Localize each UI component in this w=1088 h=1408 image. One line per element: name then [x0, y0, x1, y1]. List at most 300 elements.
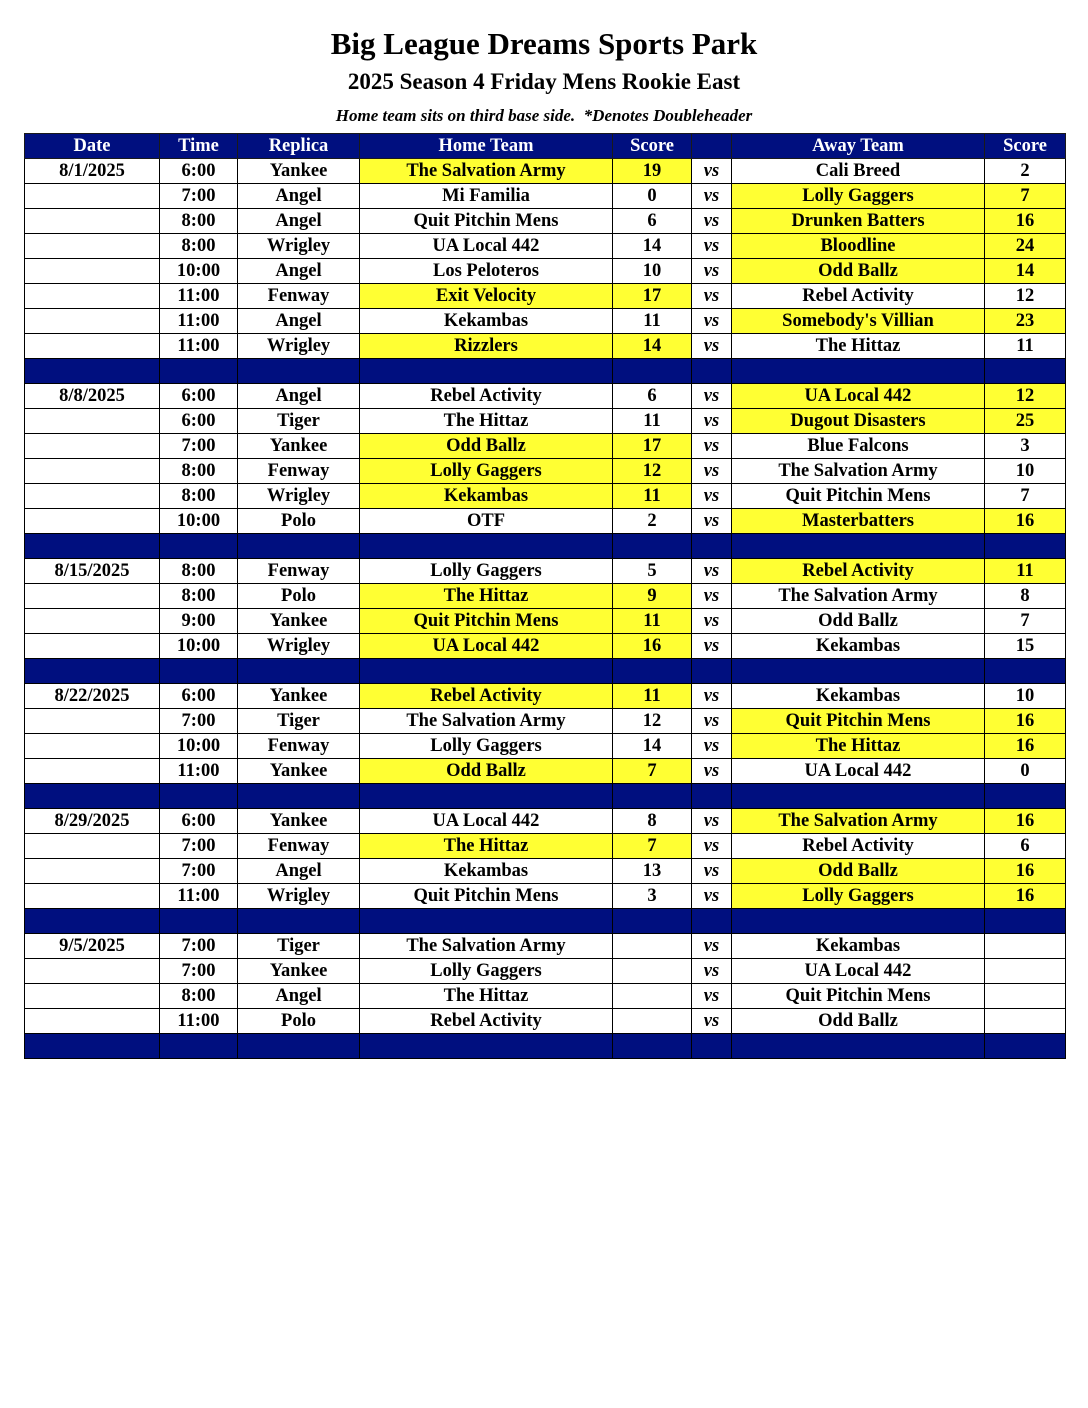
- separator-cell: [360, 359, 613, 384]
- home-team: Lolly Gaggers: [360, 459, 613, 484]
- game-time: 7:00: [160, 959, 238, 984]
- away-team: Lolly Gaggers: [732, 184, 985, 209]
- vs-label: vs: [692, 1009, 732, 1034]
- home-team: The Hittaz: [360, 584, 613, 609]
- game-time: 7:00: [160, 434, 238, 459]
- game-date: [25, 184, 160, 209]
- vs-label: vs: [692, 309, 732, 334]
- separator-cell: [25, 1034, 160, 1059]
- home-team: Lolly Gaggers: [360, 734, 613, 759]
- game-date: 8/29/2025: [25, 809, 160, 834]
- game-time: 6:00: [160, 684, 238, 709]
- separator-cell: [360, 784, 613, 809]
- away-score: 11: [985, 559, 1066, 584]
- home-team: UA Local 442: [360, 634, 613, 659]
- game-time: 8:00: [160, 584, 238, 609]
- vs-label: vs: [692, 209, 732, 234]
- away-team: Rebel Activity: [732, 834, 985, 859]
- game-replica: Yankee: [238, 809, 360, 834]
- game-row: [25, 584, 1066, 609]
- separator-cell: [613, 784, 692, 809]
- home-score: [613, 1009, 692, 1034]
- home-score: [613, 984, 692, 1009]
- home-team: Kekambas: [360, 484, 613, 509]
- game-date: [25, 984, 160, 1009]
- home-score: 11: [613, 684, 692, 709]
- home-team: Odd Ballz: [360, 434, 613, 459]
- game-date: 8/15/2025: [25, 559, 160, 584]
- game-replica: Wrigley: [238, 884, 360, 909]
- home-score: 11: [613, 309, 692, 334]
- away-score: [985, 1009, 1066, 1034]
- separator-cell: [238, 659, 360, 684]
- game-time: 10:00: [160, 734, 238, 759]
- separator-cell: [25, 659, 160, 684]
- home-team: Rizzlers: [360, 334, 613, 359]
- game-date: [25, 409, 160, 434]
- game-time: 6:00: [160, 159, 238, 184]
- game-row: [25, 284, 1066, 309]
- vs-label: vs: [692, 759, 732, 784]
- away-team: Quit Pitchin Mens: [732, 984, 985, 1009]
- game-row: [25, 459, 1066, 484]
- vs-label: vs: [692, 584, 732, 609]
- separator-cell: [360, 1034, 613, 1059]
- away-score: 16: [985, 709, 1066, 734]
- col-header-date: Date: [25, 134, 160, 159]
- game-replica: Polo: [238, 1009, 360, 1034]
- away-team: Kekambas: [732, 684, 985, 709]
- vs-label: vs: [692, 959, 732, 984]
- vs-label: vs: [692, 434, 732, 459]
- game-replica: Angel: [238, 259, 360, 284]
- separator-cell: [985, 359, 1066, 384]
- home-score: 19: [613, 159, 692, 184]
- separator-cell: [692, 1034, 732, 1059]
- away-score: [985, 959, 1066, 984]
- away-score: 3: [985, 434, 1066, 459]
- game-replica: Fenway: [238, 459, 360, 484]
- away-score: [985, 984, 1066, 1009]
- separator-cell: [238, 909, 360, 934]
- separator-cell: [985, 534, 1066, 559]
- home-team: Exit Velocity: [360, 284, 613, 309]
- away-team: Cali Breed: [732, 159, 985, 184]
- game-time: 8:00: [160, 459, 238, 484]
- game-time: 11:00: [160, 884, 238, 909]
- home-score: 13: [613, 859, 692, 884]
- home-score: 14: [613, 734, 692, 759]
- separator-cell: [25, 359, 160, 384]
- separator-cell: [160, 909, 238, 934]
- vs-label: vs: [692, 184, 732, 209]
- vs-label: vs: [692, 984, 732, 1009]
- game-replica: Wrigley: [238, 334, 360, 359]
- separator-cell: [160, 1034, 238, 1059]
- home-team: Rebel Activity: [360, 684, 613, 709]
- game-row: [25, 859, 1066, 884]
- away-team: UA Local 442: [732, 384, 985, 409]
- vs-label: vs: [692, 809, 732, 834]
- vs-label: vs: [692, 284, 732, 309]
- away-score: 7: [985, 184, 1066, 209]
- game-row: [25, 984, 1066, 1009]
- game-time: 8:00: [160, 484, 238, 509]
- away-score: 12: [985, 284, 1066, 309]
- home-team: UA Local 442: [360, 809, 613, 834]
- away-score: 10: [985, 459, 1066, 484]
- away-team: UA Local 442: [732, 759, 985, 784]
- vs-label: vs: [692, 634, 732, 659]
- away-score: 15: [985, 634, 1066, 659]
- game-date: [25, 459, 160, 484]
- home-score: 14: [613, 334, 692, 359]
- home-score: 12: [613, 459, 692, 484]
- away-team: Quit Pitchin Mens: [732, 484, 985, 509]
- game-time: 8:00: [160, 559, 238, 584]
- col-header-away-score: Score: [985, 134, 1066, 159]
- game-time: 11:00: [160, 759, 238, 784]
- home-team: The Salvation Army: [360, 709, 613, 734]
- separator-cell: [985, 909, 1066, 934]
- away-team: The Salvation Army: [732, 459, 985, 484]
- away-team: The Hittaz: [732, 334, 985, 359]
- separator-cell: [692, 359, 732, 384]
- game-date: [25, 209, 160, 234]
- game-row: [25, 209, 1066, 234]
- home-score: 16: [613, 634, 692, 659]
- header-row: [25, 134, 1066, 159]
- game-replica: Wrigley: [238, 484, 360, 509]
- week-separator-row: [25, 1034, 1066, 1059]
- away-team: Dugout Disasters: [732, 409, 985, 434]
- vs-label: vs: [692, 559, 732, 584]
- game-date: [25, 884, 160, 909]
- away-team: Quit Pitchin Mens: [732, 709, 985, 734]
- home-score: 17: [613, 434, 692, 459]
- game-replica: Fenway: [238, 284, 360, 309]
- game-time: 11:00: [160, 309, 238, 334]
- home-score: 0: [613, 184, 692, 209]
- game-time: 8:00: [160, 209, 238, 234]
- home-team: Lolly Gaggers: [360, 959, 613, 984]
- away-team: The Salvation Army: [732, 809, 985, 834]
- vs-label: vs: [692, 259, 732, 284]
- separator-cell: [360, 909, 613, 934]
- away-team: The Hittaz: [732, 734, 985, 759]
- away-score: 16: [985, 734, 1066, 759]
- home-score: 5: [613, 559, 692, 584]
- game-date: [25, 1009, 160, 1034]
- game-row: [25, 934, 1066, 959]
- away-score: 7: [985, 609, 1066, 634]
- home-score: 6: [613, 384, 692, 409]
- away-score: 7: [985, 484, 1066, 509]
- home-score: 11: [613, 484, 692, 509]
- away-score: [985, 934, 1066, 959]
- away-score: 25: [985, 409, 1066, 434]
- game-time: 7:00: [160, 934, 238, 959]
- game-date: [25, 334, 160, 359]
- home-score: [613, 934, 692, 959]
- home-team: Quit Pitchin Mens: [360, 609, 613, 634]
- week-separator-row: [25, 534, 1066, 559]
- game-date: 9/5/2025: [25, 934, 160, 959]
- game-time: 7:00: [160, 859, 238, 884]
- home-score: 3: [613, 884, 692, 909]
- game-replica: Fenway: [238, 734, 360, 759]
- home-score: 10: [613, 259, 692, 284]
- game-time: 6:00: [160, 809, 238, 834]
- game-replica: Tiger: [238, 709, 360, 734]
- game-row: [25, 234, 1066, 259]
- away-score: 24: [985, 234, 1066, 259]
- game-date: 8/22/2025: [25, 684, 160, 709]
- separator-cell: [613, 359, 692, 384]
- separator-cell: [613, 1034, 692, 1059]
- game-row: [25, 609, 1066, 634]
- separator-cell: [238, 534, 360, 559]
- game-time: 10:00: [160, 509, 238, 534]
- separator-cell: [732, 784, 985, 809]
- game-replica: Wrigley: [238, 234, 360, 259]
- separator-cell: [985, 659, 1066, 684]
- home-score: 14: [613, 234, 692, 259]
- game-date: [25, 734, 160, 759]
- game-time: 11:00: [160, 284, 238, 309]
- game-replica: Yankee: [238, 159, 360, 184]
- game-row: [25, 159, 1066, 184]
- separator-cell: [692, 534, 732, 559]
- separator-cell: [732, 659, 985, 684]
- away-team: Kekambas: [732, 934, 985, 959]
- game-row: [25, 709, 1066, 734]
- game-replica: Polo: [238, 509, 360, 534]
- game-replica: Angel: [238, 184, 360, 209]
- game-time: 7:00: [160, 834, 238, 859]
- away-team: Kekambas: [732, 634, 985, 659]
- away-score: 8: [985, 584, 1066, 609]
- col-header-replica: Replica: [238, 134, 360, 159]
- home-team: The Salvation Army: [360, 159, 613, 184]
- separator-cell: [238, 784, 360, 809]
- home-team: The Salvation Army: [360, 934, 613, 959]
- vs-label: vs: [692, 934, 732, 959]
- separator-cell: [692, 784, 732, 809]
- vs-label: vs: [692, 609, 732, 634]
- game-time: 11:00: [160, 334, 238, 359]
- game-date: [25, 834, 160, 859]
- separator-cell: [732, 1034, 985, 1059]
- away-score: 10: [985, 684, 1066, 709]
- game-replica: Yankee: [238, 759, 360, 784]
- away-team: Drunken Batters: [732, 209, 985, 234]
- home-team: Quit Pitchin Mens: [360, 209, 613, 234]
- game-date: [25, 709, 160, 734]
- game-replica: Polo: [238, 584, 360, 609]
- separator-cell: [692, 909, 732, 934]
- page-note: Home team sits on third base side. *Denotes Doubleheader: [335, 106, 753, 125]
- game-time: 9:00: [160, 609, 238, 634]
- page-title: Big League Dreams Sports Park: [330, 26, 758, 61]
- game-row: [25, 759, 1066, 784]
- home-team: OTF: [360, 509, 613, 534]
- game-time: 6:00: [160, 409, 238, 434]
- away-team: Odd Ballz: [732, 259, 985, 284]
- home-team: The Hittaz: [360, 834, 613, 859]
- page-subtitle: 2025 Season 4 Friday Mens Rookie East: [347, 69, 741, 94]
- game-row: [25, 834, 1066, 859]
- home-team: Lolly Gaggers: [360, 559, 613, 584]
- game-replica: Wrigley: [238, 634, 360, 659]
- game-date: [25, 634, 160, 659]
- game-row: [25, 334, 1066, 359]
- home-score: 7: [613, 759, 692, 784]
- game-row: [25, 959, 1066, 984]
- game-replica: Yankee: [238, 609, 360, 634]
- away-score: 23: [985, 309, 1066, 334]
- col-header-time: Time: [160, 134, 238, 159]
- away-score: 2: [985, 159, 1066, 184]
- away-score: 16: [985, 209, 1066, 234]
- game-date: [25, 259, 160, 284]
- week-separator-row: [25, 784, 1066, 809]
- home-score: 17: [613, 284, 692, 309]
- home-team: The Hittaz: [360, 984, 613, 1009]
- game-time: 8:00: [160, 234, 238, 259]
- game-row: [25, 434, 1066, 459]
- home-team: Kekambas: [360, 309, 613, 334]
- vs-label: vs: [692, 734, 732, 759]
- game-row: [25, 259, 1066, 284]
- away-score: 16: [985, 809, 1066, 834]
- home-team: UA Local 442: [360, 234, 613, 259]
- separator-cell: [613, 534, 692, 559]
- game-time: 7:00: [160, 184, 238, 209]
- game-date: [25, 309, 160, 334]
- game-replica: Angel: [238, 984, 360, 1009]
- game-time: 10:00: [160, 634, 238, 659]
- game-date: [25, 284, 160, 309]
- vs-label: vs: [692, 859, 732, 884]
- home-score: [613, 959, 692, 984]
- game-row: [25, 509, 1066, 534]
- away-team: Masterbatters: [732, 509, 985, 534]
- col-header-away-team: Away Team: [732, 134, 985, 159]
- game-row: [25, 559, 1066, 584]
- game-replica: Fenway: [238, 559, 360, 584]
- separator-cell: [985, 1034, 1066, 1059]
- vs-label: vs: [692, 409, 732, 434]
- game-row: [25, 184, 1066, 209]
- game-time: 8:00: [160, 984, 238, 1009]
- game-replica: Yankee: [238, 959, 360, 984]
- separator-cell: [25, 909, 160, 934]
- home-team: Quit Pitchin Mens: [360, 884, 613, 909]
- game-replica: Tiger: [238, 409, 360, 434]
- col-header-home-team: Home Team: [360, 134, 613, 159]
- separator-cell: [25, 784, 160, 809]
- separator-cell: [360, 659, 613, 684]
- game-row: [25, 734, 1066, 759]
- separator-cell: [613, 909, 692, 934]
- game-row: [25, 684, 1066, 709]
- game-replica: Fenway: [238, 834, 360, 859]
- game-replica: Tiger: [238, 934, 360, 959]
- game-date: 8/8/2025: [25, 384, 160, 409]
- separator-cell: [732, 534, 985, 559]
- separator-cell: [160, 659, 238, 684]
- game-date: [25, 859, 160, 884]
- separator-cell: [25, 534, 160, 559]
- away-score: 6: [985, 834, 1066, 859]
- away-team: Odd Ballz: [732, 609, 985, 634]
- game-replica: Yankee: [238, 684, 360, 709]
- game-date: [25, 584, 160, 609]
- game-row: [25, 809, 1066, 834]
- away-score: 16: [985, 509, 1066, 534]
- home-team: Rebel Activity: [360, 384, 613, 409]
- game-replica: Yankee: [238, 434, 360, 459]
- away-team: Rebel Activity: [732, 284, 985, 309]
- vs-label: vs: [692, 709, 732, 734]
- home-score: 8: [613, 809, 692, 834]
- game-replica: Angel: [238, 209, 360, 234]
- game-time: 6:00: [160, 384, 238, 409]
- game-row: [25, 634, 1066, 659]
- away-score: 14: [985, 259, 1066, 284]
- vs-label: vs: [692, 834, 732, 859]
- separator-cell: [985, 784, 1066, 809]
- home-team: Odd Ballz: [360, 759, 613, 784]
- game-time: 11:00: [160, 1009, 238, 1034]
- home-score: 11: [613, 609, 692, 634]
- home-team: Los Peloteros: [360, 259, 613, 284]
- away-score: 0: [985, 759, 1066, 784]
- game-row: [25, 409, 1066, 434]
- game-replica: Angel: [238, 859, 360, 884]
- week-separator-row: [25, 359, 1066, 384]
- away-team: UA Local 442: [732, 959, 985, 984]
- away-team: Rebel Activity: [732, 559, 985, 584]
- home-team: Kekambas: [360, 859, 613, 884]
- separator-cell: [360, 534, 613, 559]
- col-header-vs: [692, 134, 732, 159]
- week-separator-row: [25, 659, 1066, 684]
- game-row: [25, 884, 1066, 909]
- away-score: 16: [985, 884, 1066, 909]
- game-date: [25, 609, 160, 634]
- game-row: [25, 384, 1066, 409]
- separator-cell: [238, 1034, 360, 1059]
- game-date: [25, 234, 160, 259]
- game-row: [25, 309, 1066, 334]
- separator-cell: [160, 534, 238, 559]
- separator-cell: [613, 659, 692, 684]
- game-date: 8/1/2025: [25, 159, 160, 184]
- home-score: 7: [613, 834, 692, 859]
- separator-cell: [692, 659, 732, 684]
- home-score: 9: [613, 584, 692, 609]
- game-time: 7:00: [160, 709, 238, 734]
- vs-label: vs: [692, 884, 732, 909]
- vs-label: vs: [692, 484, 732, 509]
- home-score: 2: [613, 509, 692, 534]
- game-date: [25, 484, 160, 509]
- away-score: 11: [985, 334, 1066, 359]
- home-team: Rebel Activity: [360, 1009, 613, 1034]
- away-team: Somebody's Villian: [732, 309, 985, 334]
